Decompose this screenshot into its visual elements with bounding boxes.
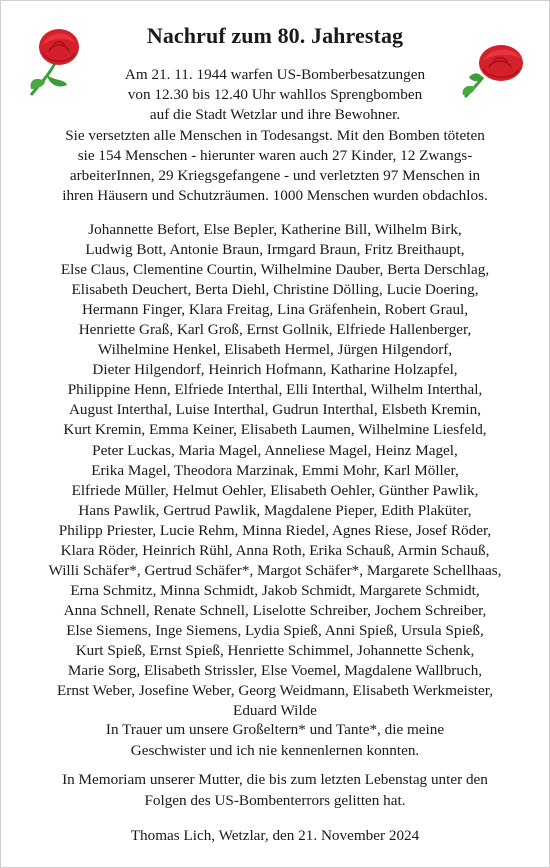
victims-list bbox=[13, 220, 537, 721]
intro-line: Am 21. 11. 1944 warfen US-Bomberbesatzungen bbox=[124, 66, 426, 83]
victims-line: Else Siemens, Inge Siemens, Lydia Spieß, Anni Spieß, Ursula Spieß, bbox=[66, 621, 484, 639]
victims-line: Kurt Spieß, Ernst Spieß, Henriette Schimmel, Johannette Schenk, bbox=[75, 641, 475, 659]
victims-line: Erika Magel, Theodora Marzinak, Emmi Mohr, Karl Möller, bbox=[91, 461, 459, 479]
victims-line: Erna Schmitz, Minna Schmidt, Jakob Schmidt, Margarete Schmidt, bbox=[70, 581, 480, 599]
victims-line: Philippine Henn, Elfriede Interthal, Elli Interthal, Wilhelm Interthal, bbox=[67, 381, 483, 399]
memoriam-paragraph bbox=[21, 770, 529, 811]
victims-line: Willi Schäfer*, Gertrud Schäfer*, Margot Schäfer*, Margarete Schellhaas, bbox=[48, 561, 502, 579]
victims-line: Else Claus, Clementine Courtin, Wilhelmine Dauber, Berta Derschlag, bbox=[60, 261, 490, 279]
victims-line: Wilhelmine Henkel, Elisabeth Hermel, Jürgen Hilgendorf, bbox=[97, 341, 453, 359]
intro-line: auf die Stadt Wetzlar und ihre Bewohner. bbox=[149, 106, 401, 124]
victims-line: Dieter Hilgendorf, Heinrich Hofmann, Katharine Holzapfel, bbox=[92, 361, 458, 379]
victims-line: Klara Röder, Heinrich Rühl, Anna Roth, Erika Schauß, Armin Schauß, bbox=[60, 541, 490, 559]
victims-line: Elfriede Müller, Helmut Oehler, Elisabeth Oehler, Günther Pawlik, bbox=[71, 481, 479, 499]
intro-line: sie 154 Menschen - hierunter waren auch 27 Kinder, 12 Zwangs- bbox=[77, 146, 473, 164]
memoriam-line: Folgen des US-Bombenterrors gelitten hat. bbox=[144, 791, 406, 809]
intro-line: ihren Häusern und Schutzräumen. 1000 Menschen wurden obdachlos. bbox=[62, 187, 488, 205]
victims-line: Philipp Priester, Lucie Rehm, Minna Riedel, Agnes Riese, Josef Röder, bbox=[58, 521, 492, 539]
notice-title: Nachruf zum 80. Jahrestag bbox=[146, 23, 404, 48]
victims-line: Eduard Wilde bbox=[233, 702, 317, 720]
victims-line: Henriette Graß, Karl Groß, Ernst Gollnik, Elfriede Hallenberger, bbox=[78, 321, 472, 339]
mourning-paragraph bbox=[21, 720, 529, 761]
victims-line: Johannette Befort, Else Bepler, Katherine Bill, Wilhelm Birk, bbox=[88, 221, 462, 238]
victims-line: Ludwig Bott, Antonie Braun, Irmgard Braun, Fritz Breithaupt, bbox=[85, 241, 465, 259]
intro-paragraph bbox=[21, 65, 529, 206]
victims-line: Elisabeth Deuchert, Berta Diehl, Christine Dölling, Lucie Doering, bbox=[71, 281, 479, 299]
mourning-line: In Trauer um unsere Großeltern* und Tante*, die meine bbox=[105, 721, 445, 738]
intro-line: von 12.30 bis 12.40 Uhr wahllos Sprengbomben bbox=[127, 86, 423, 104]
signature-line: Thomas Lich, Wetzlar, den 21. November 2024 bbox=[130, 827, 420, 844]
victims-line: Hermann Finger, Klara Freitag, Lina Gräfenhein, Robert Graul, bbox=[81, 301, 469, 319]
victims-line: Anna Schnell, Renate Schnell, Liselotte Schreiber, Jochem Schreiber, bbox=[63, 601, 487, 619]
mourning-line: Geschwister und ich nie kennenlernen konnten. bbox=[130, 741, 420, 759]
victims-line: Ernst Weber, Josefine Weber, Georg Weidmann, Elisabeth Werkmeister, bbox=[57, 682, 493, 700]
memoriam-line: In Memoriam unserer Mutter, die bis zum letzten Lebenstag unter den bbox=[62, 771, 488, 788]
victims-line: Peter Luckas, Maria Magel, Anneliese Magel, Heinz Magel, bbox=[92, 441, 458, 459]
victims-line: Kurt Kremin, Emma Keiner, Elisabeth Laumen, Wilhelmine Liesfeld, bbox=[63, 421, 487, 439]
victims-line: Marie Sorg, Elisabeth Strissler, Else Voemel, Magdalene Wallbruch, bbox=[67, 662, 483, 680]
victims-line: August Interthal, Luise Interthal, Gudrun Interthal, Elsbeth Kremin, bbox=[68, 401, 482, 419]
intro-line: Sie versetzten alle Menschen in Todesangst. Mit den Bomben töteten bbox=[65, 126, 485, 144]
victims-line: Hans Pawlik, Gertrud Pawlik, Magdalene Pieper, Edith Plaküter, bbox=[78, 501, 472, 519]
intro-line: arbeiterInnen, 29 Kriegsgefangene - und verletzten 97 Menschen in bbox=[69, 167, 481, 185]
